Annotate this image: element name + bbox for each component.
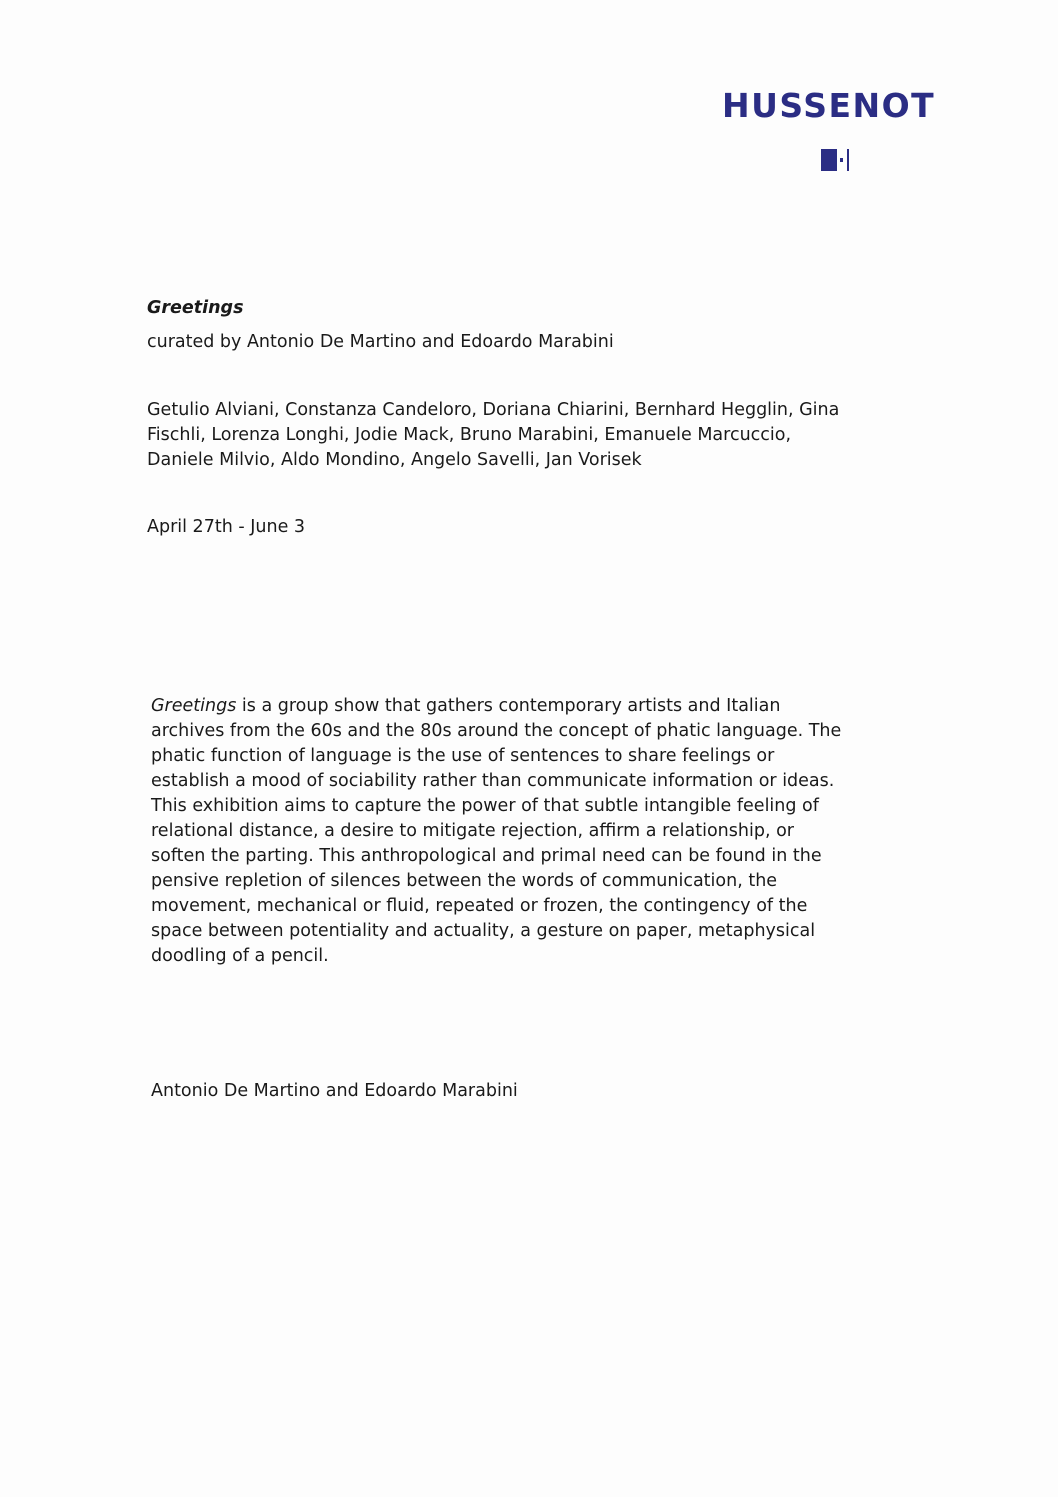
- logo-wordmark: HUSSENOT: [722, 86, 936, 125]
- artists-line: Daniele Milvio, Aldo Mondino, Angelo Savelli, Jan Vorisek: [147, 450, 642, 470]
- exhibition-dates: April 27th - June 3: [147, 517, 306, 537]
- description-line: doodling of a pencil.: [151, 946, 329, 966]
- description-line: movement, mechanical or fluid, repeated or frozen, the contingency of the: [151, 896, 808, 916]
- description-line: relational distance, a desire to mitigate rejection, affirm a relationship, or: [151, 821, 794, 841]
- artists-list: [147, 398, 927, 473]
- artists-line: Getulio Alviani, Constanza Candeloro, Doriana Chiarini, Bernhard Hegglin, Gina: [147, 400, 840, 420]
- description-line: archives from the 60s and the 80s around the concept of phatic language. The: [151, 721, 842, 741]
- description-title: Greetings: [151, 696, 237, 716]
- hussenot-logo: [722, 86, 950, 176]
- description-text: is a group show that gathers contemporary artists and Italian: [236, 696, 781, 716]
- description-line: space between potentiality and actuality, a gesture on paper, metaphysical: [151, 921, 816, 941]
- description-line: pensive repletion of silences between the words of communication, the: [151, 871, 778, 891]
- artists-line: Fischli, Lorenza Longhi, Jodie Mack, Bruno Marabini, Emanuele Marcuccio,: [147, 425, 792, 445]
- door-square-icon: [821, 148, 853, 172]
- description-line: establish a mood of sociability rather than communicate information or ideas.: [151, 771, 835, 791]
- exhibition-title: Greetings: [147, 298, 244, 318]
- curators-line: curated by Antonio De Martino and Edoardo Marabini: [147, 332, 614, 352]
- description-line: [151, 694, 911, 719]
- signature: Antonio De Martino and Edoardo Marabini: [151, 1081, 518, 1101]
- exhibition-description: [151, 694, 911, 969]
- description-line: This exhibition aims to capture the power of that subtle intangible feeling of: [151, 796, 819, 816]
- description-line: soften the parting. This anthropological and primal need can be found in the: [151, 846, 822, 866]
- description-line: phatic function of language is the use of sentences to share feelings or: [151, 746, 775, 766]
